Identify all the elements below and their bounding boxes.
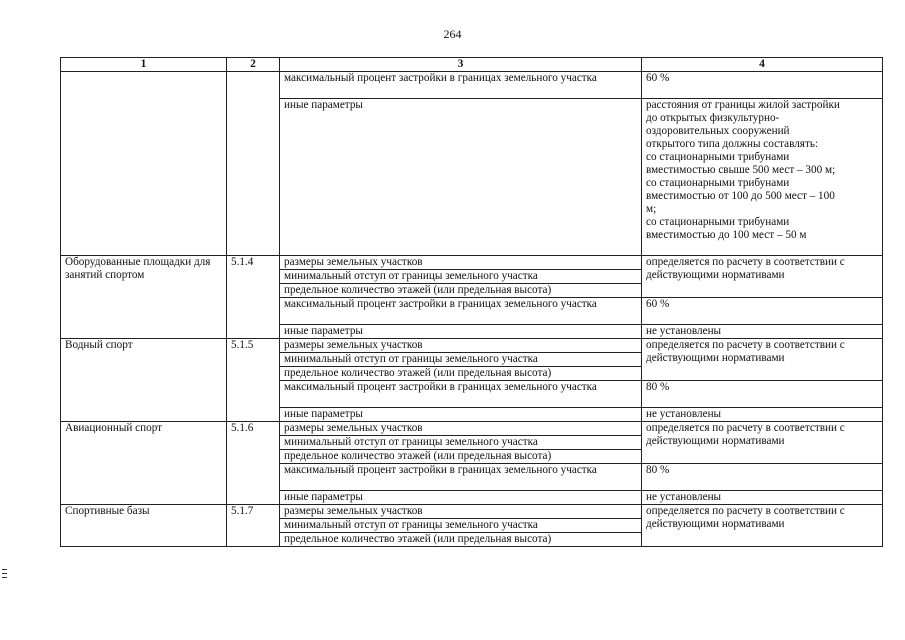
column-header: 2 <box>227 58 280 72</box>
code-cell: 5.1.7 <box>227 505 280 547</box>
param-setback: минимальный отступ от границы земельного участка <box>280 436 642 450</box>
table-row <box>61 505 883 519</box>
value-line: вместимостью до 100 мест – 50 м <box>646 229 807 241</box>
param-sizes: размеры земельных участков <box>280 505 642 519</box>
param-coverage: максимальный процент застройки в границах земельного участка <box>280 381 642 408</box>
use-name-cell <box>61 72 227 256</box>
value-coverage: 80 % <box>642 381 883 408</box>
param-sizes: размеры земельных участков <box>280 256 642 270</box>
value-line: оздоровительных сооружений <box>646 125 790 137</box>
value-coverage: 60 % <box>642 298 883 325</box>
value-line: со стационарными трибунами <box>646 216 790 228</box>
value-calc: определяется по расчету в соответствии с действующими нормативами <box>642 339 883 381</box>
value-line: со стационарными трибунами <box>646 177 790 189</box>
value-line: вместимостью свыше 500 мест – 300 м; <box>646 164 836 176</box>
code-cell <box>227 72 280 256</box>
regulations-table <box>60 57 883 547</box>
value-line: вместимостью от 100 до 500 мест – 100 <box>646 190 835 202</box>
value-not-set: не установлены <box>642 491 883 505</box>
value-line: расстояния от границы жилой застройки <box>646 99 840 111</box>
param-coverage: максимальный процент застройки в границах земельного участка <box>280 298 642 325</box>
value-coverage: 60 % <box>642 72 883 99</box>
param-setback: минимальный отступ от границы земельного участка <box>280 519 642 533</box>
param-coverage: максимальный процент застройки в границах земельного участка <box>280 464 642 491</box>
param-sizes: размеры земельных участков <box>280 339 642 353</box>
value-other-distances <box>642 99 883 256</box>
value-coverage: 80 % <box>642 464 883 491</box>
side-mark <box>2 569 7 570</box>
use-name-cell: Авиационный спорт <box>61 422 227 505</box>
table-row <box>61 72 883 99</box>
param-floors: предельное количество этажей (или предельная высота) <box>280 367 642 381</box>
param-floors: предельное количество этажей (или предельная высота) <box>280 533 642 547</box>
table-row <box>61 422 883 436</box>
use-name-cell: Водный спорт <box>61 339 227 422</box>
value-calc: определяется по расчету в соответствии с действующими нормативами <box>642 256 883 298</box>
param-floors: предельное количество этажей (или предельная высота) <box>280 450 642 464</box>
page-number: 264 <box>443 27 462 41</box>
param-floors: предельное количество этажей (или предельная высота) <box>280 284 642 298</box>
code-cell: 5.1.5 <box>227 339 280 422</box>
value-not-set: не установлены <box>642 408 883 422</box>
value-line: до открытых физкультурно- <box>646 112 780 124</box>
value-line: открытого типа должны составлять: <box>646 138 819 150</box>
value-line: со стационарными трибунами <box>646 151 790 163</box>
use-name-cell: Спортивные базы <box>61 505 227 547</box>
use-name-cell: Оборудованные площадки для занятий спортом <box>61 256 227 339</box>
column-header: 4 <box>642 58 883 72</box>
param-other: иные параметры <box>280 99 642 256</box>
param-coverage: максимальный процент застройки в границах земельного участка <box>280 72 642 99</box>
param-sizes: размеры земельных участков <box>280 422 642 436</box>
value-calc: определяется по расчету в соответствии с действующими нормативами <box>642 422 883 464</box>
param-setback: минимальный отступ от границы земельного участка <box>280 270 642 284</box>
code-cell: 5.1.4 <box>227 256 280 339</box>
value-line: м; <box>646 203 657 215</box>
header-row <box>61 58 883 72</box>
table-row <box>61 339 883 353</box>
value-calc: определяется по расчету в соответствии с действующими нормативами <box>642 505 883 547</box>
param-other: иные параметры <box>280 325 642 339</box>
table-row <box>61 256 883 270</box>
side-mark <box>2 577 7 578</box>
code-cell: 5.1.6 <box>227 422 280 505</box>
param-other: иные параметры <box>280 408 642 422</box>
param-other: иные параметры <box>280 491 642 505</box>
column-header: 1 <box>61 58 227 72</box>
side-mark <box>2 573 7 574</box>
param-setback: минимальный отступ от границы земельного участка <box>280 353 642 367</box>
column-header: 3 <box>280 58 642 72</box>
value-not-set: не установлены <box>642 325 883 339</box>
